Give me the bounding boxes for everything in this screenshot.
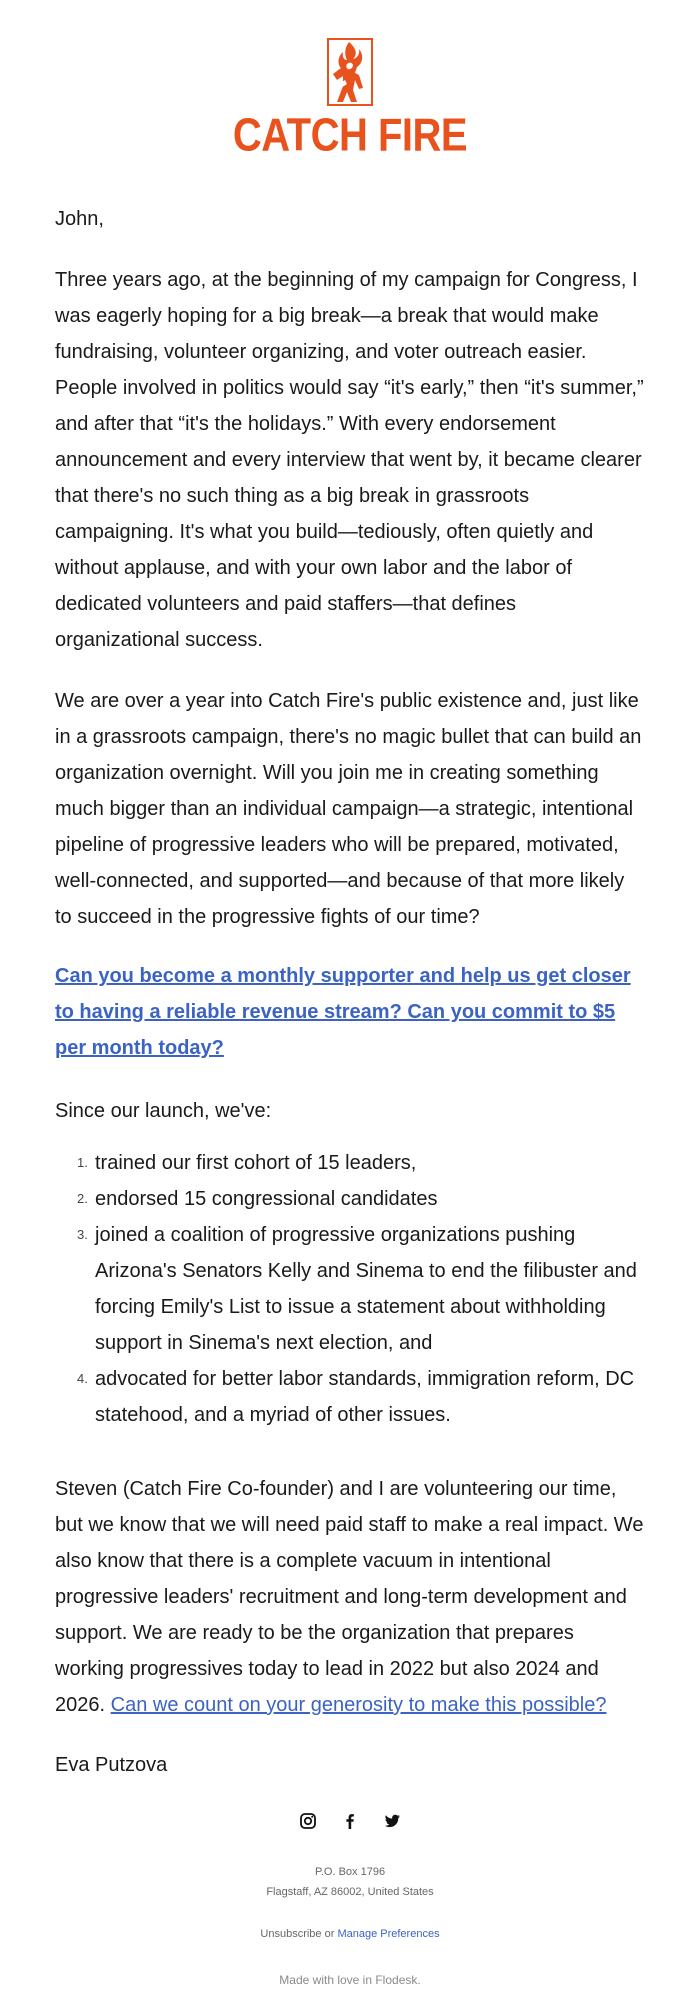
instagram-icon[interactable] bbox=[297, 1810, 319, 1832]
or-text: or bbox=[324, 1928, 335, 1940]
made-with-flodesk[interactable]: Made with love in Flodesk. bbox=[279, 1973, 421, 1987]
list-item bbox=[55, 1145, 655, 1181]
list-number: 4. bbox=[77, 1371, 88, 1386]
list-number: 3. bbox=[77, 1227, 88, 1242]
list-item-text: endorsed 15 congressional candidates bbox=[95, 1188, 438, 1210]
list-item-text: joined a coalition of progressive organizations pushing Arizona's Senators Kelly and Sinema to end the filibuster and forcing Emily's List to issue a statement about withholding support in Sinema's next election, and bbox=[95, 1224, 637, 1354]
list-number: 1. bbox=[77, 1155, 88, 1170]
manage-preferences-link[interactable]: Manage Preferences bbox=[337, 1928, 440, 1940]
achievements-list bbox=[55, 1145, 655, 1433]
list-item-text: trained our first cohort of 15 leaders, bbox=[95, 1152, 417, 1174]
twitter-icon[interactable] bbox=[381, 1810, 403, 1832]
logo-wordmark: CATCH FIRE bbox=[232, 110, 468, 161]
address-line-2: Flagstaff, AZ 86002, United States bbox=[266, 1886, 434, 1898]
signature: Eva Putzova bbox=[55, 1754, 168, 1776]
since-launch-intro: Since our launch, we've: bbox=[55, 1100, 272, 1122]
facebook-icon[interactable] bbox=[339, 1810, 361, 1832]
paragraph-3-text: Steven (Catch Fire Co-founder) and I are volunteering our time, but we know that we will need paid staff to make a real impact. We also know that there is a complete vacuum in intentional progressive leaders' recruitment and long-term development and support. We are ready to be the organization that prepares working progressives today to lead in 2022 but also 2024 and 2026. bbox=[55, 1478, 644, 1716]
monthly-support-cta-link[interactable]: Can you become a monthly supporter and help us get closer to having a reliable revenue stream? Can you commit to $5 per month today? bbox=[55, 965, 631, 1059]
paragraph-2: We are over a year into Catch Fire's public existence and, just like in a grassroots campaign, there's no magic bullet that can build an organization overnight. Will you join me in creating something much bigger than an individual campaign—a strategic, intentional pipeline of progressive leaders who will be prepared, motivated, well-connected, and supported—and because of that more likely to succeed in the progressive fights of our time? bbox=[55, 690, 642, 928]
greeting: John, bbox=[55, 208, 104, 230]
paragraph-1: Three years ago, at the beginning of my campaign for Congress, I was eagerly hoping for a big break—a break that would make fundraising, volunteer organizing, and voter outreach easier. People involved in politics would say “it's early,” then “it's summer,” and after that “it's the holidays.” With every endorsement announcement and every interview that went by, it became clearer that there's no such thing as a big break in grassroots campaigning. It's what you build—tediously, often quietly and without applause, and with your own labor and the labor of dedicated volunteers and paid staffers—that defines organizational success. bbox=[55, 269, 644, 651]
paragraph-3 bbox=[55, 1471, 645, 1723]
social-links bbox=[0, 1810, 700, 1838]
list-item bbox=[55, 1361, 655, 1433]
unsubscribe-link[interactable]: Unsubscribe bbox=[260, 1928, 322, 1940]
list-number: 2. bbox=[77, 1191, 88, 1206]
catch-fire-logo[interactable] bbox=[0, 0, 700, 170]
list-item bbox=[55, 1181, 655, 1217]
unsubscribe-row bbox=[0, 1928, 700, 1940]
address-line-1: P.O. Box 1796 bbox=[314, 1866, 386, 1878]
generosity-link[interactable]: Can we count on your generosity to make this possible? bbox=[110, 1694, 607, 1716]
list-item bbox=[55, 1217, 655, 1361]
torch-figure-icon bbox=[327, 38, 373, 106]
list-item-text: advocated for better labor standards, immigration reform, DC statehood, and a myriad of other issues. bbox=[95, 1368, 635, 1426]
